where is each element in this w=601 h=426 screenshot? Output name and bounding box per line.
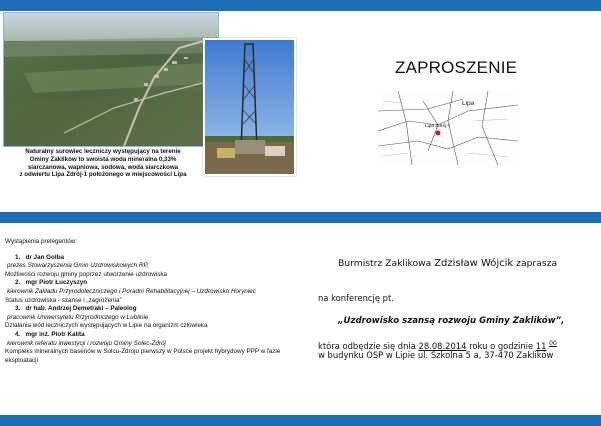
aerial-photo bbox=[3, 12, 219, 147]
location-map bbox=[378, 91, 518, 165]
map-label-well: Lipa Zdrój-1 bbox=[425, 124, 451, 129]
speakers-heading: Wystąpienia prelegentów: bbox=[5, 238, 78, 245]
speaker-topic: Kompleks mineralnych basenów w Solcu-Zdroju pierwszy w Polsce projekt hybrydowy PPP w fazie eksploatacji bbox=[5, 348, 281, 364]
inviter-person: Zdzisław Wójcik bbox=[434, 258, 514, 269]
speaker-item bbox=[5, 305, 305, 331]
speaker-topic: Działania wód leczniczych występujących w Lipie na organizm człowieka bbox=[5, 322, 208, 330]
inviter-suffix: zaprasza bbox=[516, 258, 558, 269]
speaker-item bbox=[5, 254, 305, 280]
event-datetime: która odbędzie się dnia 28.08.2014 roku o godzinie 11 $^{00}$ bbox=[318, 340, 557, 351]
top-band bbox=[0, 0, 601, 11]
speaker-name: 2. mgr Piotr Łuczyszyn bbox=[15, 279, 88, 287]
conference-intro: na konferencję pt. bbox=[318, 293, 394, 303]
caption-line: Gminy Zaklików to swoista woda mineralna 0,33% bbox=[29, 155, 177, 163]
conference-title: „Uzdrowisko szansą rozwoju Gminy Zaklików”, bbox=[338, 316, 565, 326]
inviter-prefix: Burmistrz Zaklikowa bbox=[338, 258, 432, 269]
photo-caption bbox=[3, 148, 203, 179]
event-location: w budynku OSP w Lipie ul. Szkolna 5 a, 37-470 Zaklików bbox=[318, 350, 554, 360]
caption-line: Naturalny surowiec leczniczy występujący na terenie bbox=[25, 148, 181, 155]
speaker-affiliation: kierownik Zakładu Przyrodoleczniczego i Poradni Rehabilitacyjnej – Uzdrowisko Horyniec bbox=[7, 287, 256, 295]
drilling-rig-photo bbox=[203, 38, 296, 176]
speaker-item bbox=[5, 279, 305, 305]
speaker-affiliation: pracownik Uniwersytetu Przyrodniczego w Lublinie bbox=[7, 313, 149, 321]
speaker-topic: Możliwości rozwoju gminy poprzez utworzenie uzdrowiska bbox=[5, 270, 168, 278]
speakers-list bbox=[5, 238, 305, 365]
map-label-lipa: Lipa bbox=[462, 100, 475, 107]
inviter-line bbox=[338, 258, 557, 269]
caption-line: siarczanowa, wapniowa, sodowa, woda siarczkowa bbox=[27, 163, 179, 171]
speaker-affiliation: kierownik referatu inwestycji i rozwoju Gminy Solec-Zdrój bbox=[7, 339, 166, 347]
bottom-band bbox=[0, 415, 601, 426]
caption-line: z odwiertu Lipa Zdrój-1 położonego w miejscowości Lipa bbox=[19, 171, 187, 179]
speaker-affiliation: prezes Stowarzyszenia Gmin Uzdrowiskowych RP, bbox=[7, 262, 149, 270]
event-minutes: 00 bbox=[549, 340, 557, 347]
speaker-item bbox=[5, 331, 305, 365]
page-title: ZAPROSZENIE bbox=[395, 58, 518, 77]
speaker-name: 4. mgr inż. Piotr Kalita bbox=[15, 330, 85, 338]
speaker-name: 1. dr Jan Golba bbox=[15, 253, 65, 261]
speaker-name: 3. dr hab. Andrzej Demetraki – Paleolog bbox=[15, 305, 137, 313]
event-date: 28.08.2014 bbox=[418, 340, 467, 351]
middle-band bbox=[0, 212, 601, 223]
speaker-topic: Status uzdrowiska - szanse i „zagrożenia” bbox=[5, 296, 122, 304]
event-hour: 11 bbox=[535, 340, 547, 351]
